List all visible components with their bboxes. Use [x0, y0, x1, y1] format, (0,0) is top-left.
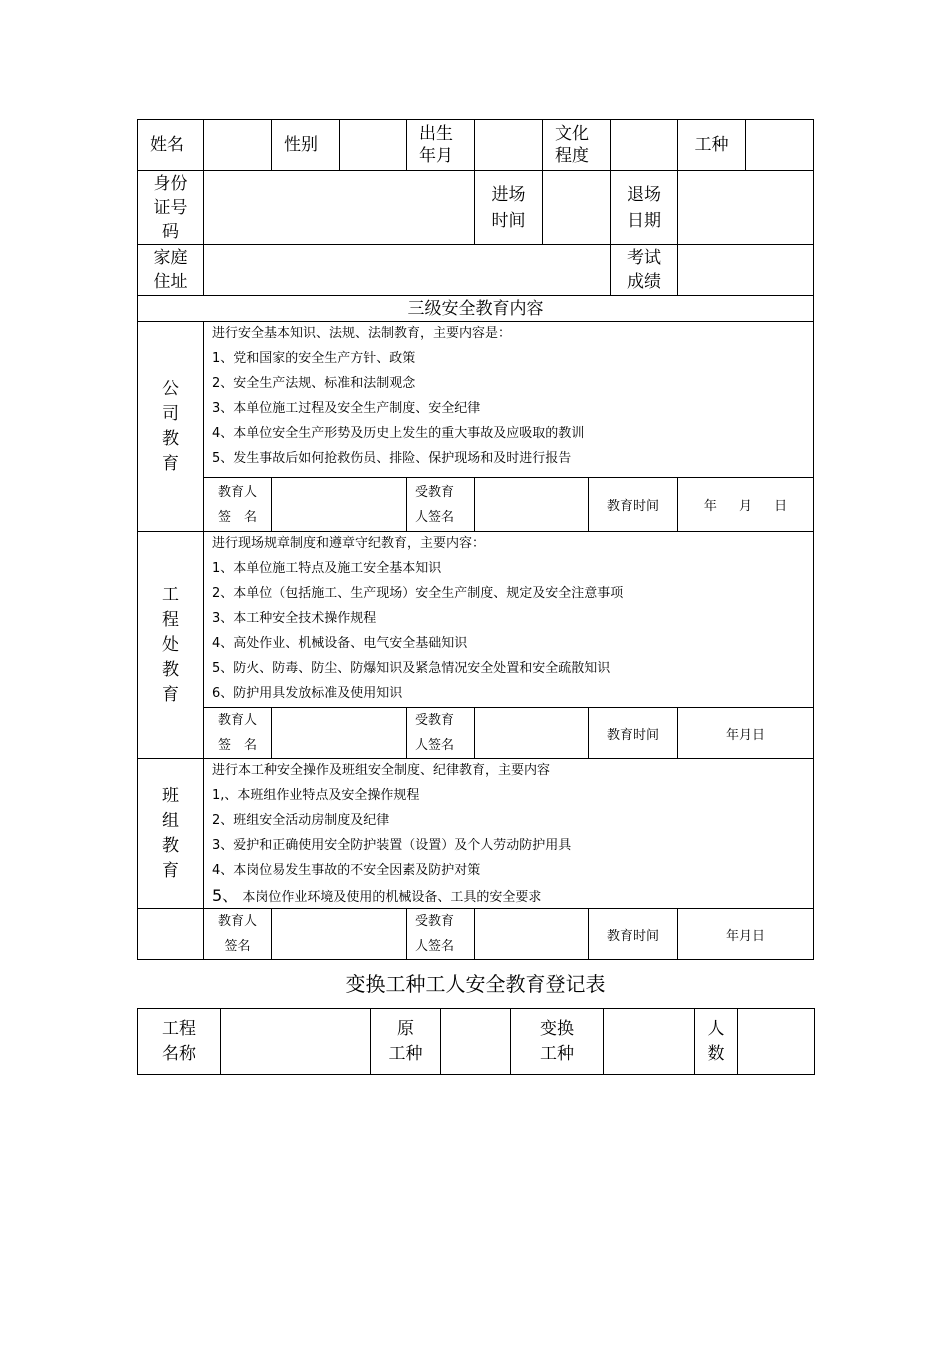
home-address-value[interactable]	[204, 245, 611, 296]
project-educatee-label: 受教育 人签名	[407, 708, 475, 759]
team-edu-time-label: 教育时间	[589, 909, 678, 960]
original-job-value[interactable]	[441, 1009, 511, 1075]
team-education-content	[204, 759, 814, 909]
team-education-label: 班 组 教 育	[138, 759, 204, 909]
education-level-value[interactable]	[611, 120, 678, 171]
exam-score-label: 考试 成绩	[611, 245, 678, 296]
safety-education-table	[137, 119, 814, 960]
name-label: 姓名	[138, 120, 204, 171]
list-item: 3、本单位施工过程及安全生产制度、安全纪律	[212, 401, 481, 416]
team-side-empty	[138, 909, 204, 960]
company-educatee-label: 受教育 人签名	[407, 478, 475, 532]
company-edu-time-label: 教育时间	[589, 478, 678, 532]
changed-job-label: 变换 工种	[511, 1009, 604, 1075]
team-educatee-signature[interactable]	[475, 909, 589, 960]
education-level-label: 文化 程度	[543, 120, 611, 171]
list-item: 1、本单位施工特点及施工安全基本知识	[212, 561, 442, 576]
team-edu-date[interactable]: 年月日	[678, 909, 814, 960]
name-value[interactable]	[204, 120, 272, 171]
exit-date-value[interactable]	[678, 171, 814, 245]
company-intro: 进行安全基本知识、法规、法制教育，主要内容是：	[212, 326, 512, 341]
original-job-label: 原 工种	[371, 1009, 441, 1075]
list-item: 2、安全生产法规、标准和法制观念	[212, 376, 416, 391]
list-item: 3、本工种安全技术操作规程	[212, 611, 377, 626]
entry-time-value[interactable]	[543, 171, 611, 245]
project-name-label: 工程 名称	[138, 1009, 221, 1075]
exam-score-value[interactable]	[678, 245, 814, 296]
list-item: 5、防火、防毒、防尘、防爆知识及紧急情况安全处置和安全疏散知识	[212, 661, 611, 676]
birth-value[interactable]	[475, 120, 543, 171]
project-edu-date[interactable]: 年月日	[678, 708, 814, 759]
list-item: 6、防护用具发放标准及使用知识	[212, 686, 403, 701]
section-title: 三级安全教育内容	[138, 296, 814, 322]
job-type-value[interactable]	[746, 120, 814, 171]
id-number-label: 身份 证号 码	[138, 171, 204, 245]
gender-value[interactable]	[340, 120, 407, 171]
gender-label: 性别	[272, 120, 340, 171]
project-educator-label: 教育人 签 名	[204, 708, 272, 759]
list-item: 5、发生事故后如何抢救伤员、排险、保护现场和及时进行报告	[212, 451, 572, 466]
team-educator-label: 教育人 签名	[204, 909, 272, 960]
entry-time-label: 进场 时间	[475, 171, 543, 245]
home-address-label: 家庭 住址	[138, 245, 204, 296]
list-item: 1、党和国家的安全生产方针、政策	[212, 351, 416, 366]
company-educatee-signature[interactable]	[475, 478, 589, 532]
birth-label: 出生 年月	[407, 120, 475, 171]
list-item: 2、本单位（包括施工、生产现场）安全生产制度、规定及安全注意事项	[212, 586, 624, 601]
team-educatee-label: 受教育 人签名	[407, 909, 475, 960]
project-intro: 进行现场规章制度和遵章守纪教育，主要内容：	[212, 536, 486, 551]
team-intro: 进行本工种安全操作及班组安全制度、纪律教育，主要内容	[212, 763, 551, 778]
project-name-value[interactable]	[221, 1009, 371, 1075]
headcount-value[interactable]	[738, 1009, 815, 1075]
company-education-label: 公 司 教 育	[138, 322, 204, 532]
company-educator-signature[interactable]	[272, 478, 407, 532]
project-education-content	[204, 532, 814, 708]
list-item: 4、本岗位易发生事故的不安全因素及防护对策	[212, 863, 481, 878]
list-item: 3、爱护和正确使用安全防护装置（设置）及个人劳动防护用具	[212, 838, 572, 853]
job-type-label: 工种	[678, 120, 746, 171]
project-educatee-signature[interactable]	[475, 708, 589, 759]
team-educator-signature[interactable]	[272, 909, 407, 960]
change-form-title: 变换工种工人安全教育登记表	[345, 972, 606, 996]
list-item: 4、高处作业、机械设备、电气安全基础知识	[212, 636, 468, 651]
list-item: 4、本单位安全生产形势及历史上发生的重大事故及应吸取的教训	[212, 426, 585, 441]
list-item: 5、 本岗位作业环境及使用的机械设备、工具的安全要求	[212, 886, 542, 905]
list-item: 1,、本班组作业特点及安全操作规程	[212, 788, 420, 803]
list-item: 2、班组安全活动房制度及纪律	[212, 813, 390, 828]
company-educator-label: 教育人 签 名	[204, 478, 272, 532]
project-educator-signature[interactable]	[272, 708, 407, 759]
headcount-label: 人 数	[695, 1009, 738, 1075]
changed-job-value[interactable]	[604, 1009, 695, 1075]
project-edu-time-label: 教育时间	[589, 708, 678, 759]
job-change-table	[137, 1008, 815, 1075]
company-education-content	[204, 322, 814, 478]
id-number-value[interactable]	[204, 171, 475, 245]
company-edu-date[interactable]: 年 月 日	[678, 478, 814, 532]
project-education-label: 工 程 处 教 育	[138, 532, 204, 759]
exit-date-label: 退场 日期	[611, 171, 678, 245]
